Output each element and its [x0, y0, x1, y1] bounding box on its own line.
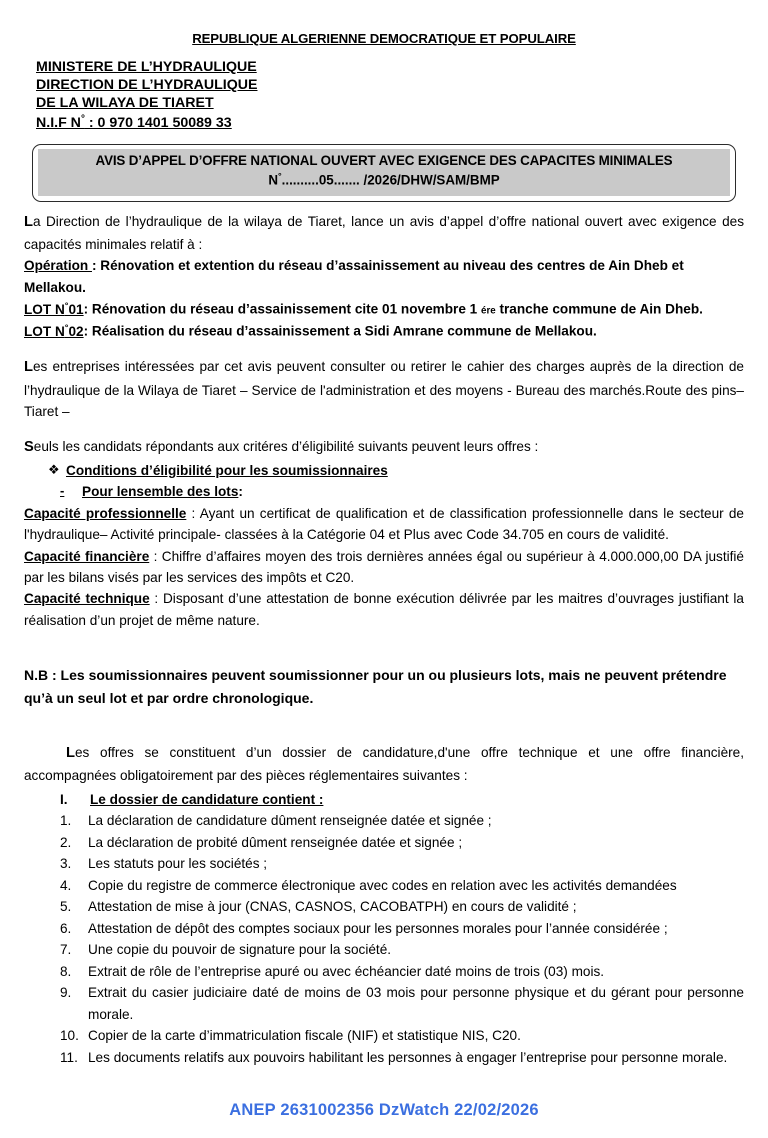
- announcement-title-band: [38, 149, 730, 196]
- all-lots-title-wrap: [82, 481, 243, 502]
- republic-heading-text: REPUBLIQUE ALGERIENNE DEMOCRATIQUE ET POPULAIRE: [192, 31, 576, 46]
- capacity-technical-text: Disposant d’une attestation de bonne exécution délivrée par les maitres d’ouvrages justifiant la réalisation d’un projet de même nature.: [24, 591, 744, 628]
- ministry-line-3: [36, 94, 744, 112]
- list-item: [60, 853, 744, 874]
- capacity-technical: [24, 588, 744, 631]
- list-item-text: Extrait du casier judiciaire daté de moins de 03 mois pour personne physique et du gérant pour personne morale.: [88, 985, 744, 1022]
- list-item-number: 5.: [60, 899, 72, 915]
- capacity-technical-separator: :: [149, 591, 163, 607]
- list-item-text: Les statuts pour les sociétés ;: [88, 856, 268, 872]
- list-item-number: 4.: [60, 877, 72, 893]
- eligibility-lead-paragraph: [24, 436, 744, 459]
- list-item: [60, 1025, 744, 1046]
- list-item: [60, 875, 744, 896]
- capacity-professional: [24, 503, 744, 546]
- list-item: [60, 939, 744, 960]
- diamond-bullet-icon: ❖: [48, 461, 60, 477]
- list-item-text: Extrait de rôle de l’entreprise apuré ou avec échéancier daté moins de trois (03) mois.: [88, 963, 605, 979]
- list-item-text: La déclaration de probité dûment renseignée datée et signée ;: [88, 834, 463, 850]
- ministry-block: [36, 58, 744, 133]
- consultation-dropcap: L: [24, 359, 33, 376]
- capacity-financial-separator: :: [149, 548, 162, 564]
- all-lots-colon: :: [238, 484, 243, 500]
- spacer-after-nb: [24, 723, 744, 742]
- list-item-number: 9.: [60, 985, 72, 1001]
- consultation-text: es entreprises intéressées par cet avis peuvent consulter ou retirer le cahier des charges auprès de la direction de l’hydraulique de la Wilaya de Tiaret – Service de l'administration et des moyens - Bureau des marchés.Route des pins–Tiaret –: [24, 359, 744, 419]
- ministry-line-1-text: MINISTERE DE L’HYDRAULIQUE: [36, 58, 257, 75]
- spacer-before-nb: [24, 631, 744, 650]
- all-lots-bullet: [60, 481, 744, 502]
- capacity-technical-label: Capacité technique: [24, 591, 150, 607]
- spacer-after-consultation: [24, 422, 744, 436]
- list-item-number: 10.: [60, 1028, 79, 1044]
- eligibility-conditions-title: Conditions d’éligibilité pour les soumissionnaires: [66, 462, 388, 478]
- lot-2-degree-symbol: °: [64, 322, 69, 333]
- eligibility-dropcap: S: [24, 439, 34, 456]
- list-item-number: 11.: [60, 1049, 78, 1065]
- offers-dropcap: L: [66, 745, 75, 762]
- nif-degree-symbol: °: [80, 112, 85, 124]
- nb-paragraph: N.B : Les soumissionnaires peuvent soumissionner pour un ou plusieurs lots, mais ne peuvent prétendre qu’à un seul lot et par ordre chronologique.: [24, 667, 727, 706]
- capacity-financial-label: Capacité financière: [24, 548, 150, 564]
- list-item-number: 3.: [60, 856, 72, 872]
- nif-line: [36, 113, 744, 132]
- lot-1-paragraph: [24, 298, 744, 320]
- dash-bullet-icon: -: [60, 483, 65, 499]
- list-item-number: 8.: [60, 963, 72, 979]
- operation-paragraph: [24, 255, 744, 298]
- announcement-title-line-2: [44, 170, 724, 190]
- nif-value: : 0 970 1401 50089 33: [84, 114, 232, 131]
- list-item-text: Les documents relatifs aux pouvoirs habilitant les personnes à engager l’entreprise pour personne morale.: [88, 1049, 728, 1065]
- list-item-number: 7.: [60, 942, 72, 958]
- spacer-after-lots: [24, 342, 744, 356]
- documents-list: [24, 810, 744, 1068]
- list-item-text: Attestation de mise à jour (CNAS, CASNOS, CACOBATPH) en cours de validité ;: [88, 899, 577, 915]
- all-lots-title: Pour lensemble des lots: [82, 484, 239, 500]
- anep-footer: ANEP 2631002356 DzWatch 22/02/2026: [229, 1101, 539, 1119]
- ministry-line-3-text: DE LA WILAYA DE TIARET: [36, 95, 214, 112]
- republic-heading: [24, 0, 744, 47]
- list-item: [60, 832, 744, 853]
- intro-text: a Direction de l’hydraulique de la wilaya de Tiaret, lance un avis d’appel d’offre national ouvert avec exigence des capacités minimales relatif à :: [24, 213, 744, 252]
- list-item-number: 2.: [60, 834, 72, 850]
- operation-label: Opération: [24, 258, 92, 274]
- list-item-text: La déclaration de candidature dûment renseignée datée et signée ;: [88, 813, 492, 829]
- capacity-professional-separator: :: [186, 505, 200, 521]
- capacity-professional-label: Capacité professionnelle: [24, 505, 187, 521]
- list-item-number: 1.: [60, 813, 72, 829]
- operation-separator: :: [91, 258, 101, 274]
- ministry-line-2-text: DIRECTION DE L’HYDRAULIQUE: [36, 76, 258, 93]
- lot-2-label: [24, 324, 84, 339]
- offers-paragraph: [24, 742, 744, 787]
- offers-text: es offres se constituent d’un dossier de candidature,d'une offre technique et une offre financière, accompagnées obligatoirement par des pièces réglementaires suivantes :: [24, 745, 744, 784]
- lot-2-number: 02: [68, 323, 84, 339]
- lot-1-label: [24, 302, 84, 317]
- ministry-line-1: [36, 58, 744, 76]
- section-roman-numeral: I.: [60, 791, 68, 807]
- announcement-number-rest: ..........05....... /2026/DHW/SAM/BMP: [281, 172, 500, 188]
- announcement-title-box: [32, 144, 736, 202]
- capacity-financial-text: Chiffre d’affaires moyen des trois dernières années égal ou supérieur à 4.000.000,00 DA justifié par les bilans visés par les services des impôts et C20.: [24, 548, 744, 586]
- lot-1-number: 01: [68, 301, 84, 317]
- capacity-financial: [24, 546, 744, 589]
- intro-paragraph: [24, 211, 744, 256]
- lot-2-paragraph: [24, 320, 744, 342]
- document-body: [24, 211, 744, 1068]
- nif-label: N.I.F N: [36, 114, 81, 131]
- list-item: [60, 1047, 744, 1068]
- operation-text: Rénovation et extention du réseau d’assainissement au niveau des centres de Ain Dheb et Mellakou.: [24, 258, 684, 295]
- announcement-number-prefix: N: [268, 172, 278, 188]
- list-item-text: Copie du registre de commerce électronique avec codes en relation avec les activités demandées: [88, 877, 677, 893]
- ministry-line-2: [36, 76, 744, 94]
- list-item: [60, 982, 744, 1025]
- list-item: [60, 961, 744, 982]
- eligibility-conditions-bullet: [48, 460, 744, 481]
- capacity-professional-text: Ayant un certificat de qualification et de classification professionnelle dans le secteur de l'hydraulique– Activité principale- classées à la Catégorie 04 et Plus avec Code 34.705 en cours de validité.: [24, 505, 744, 543]
- lot-1-degree-symbol: °: [64, 300, 69, 311]
- eligibility-lead-text: euls les candidats répondants aux critéres d’éligibilité suivants peuvent leurs offres :: [33, 439, 539, 455]
- section-roman-heading: [60, 789, 744, 810]
- lot-1-text-a: : Rénovation du réseau d’assainissement cite 01 novembre 1: [83, 301, 481, 317]
- lot-1-ordinal: ére: [481, 305, 496, 317]
- intro-dropcap: L: [24, 213, 33, 230]
- list-item-text: Attestation de dépôt des comptes sociaux pour les personnes morales pour l’année considérée ;: [88, 920, 668, 936]
- lot-2-label-text: LOT N: [24, 323, 65, 339]
- list-item-text: Copier de la carte d’immatriculation fiscale (NIF) et statistique NIS, C20.: [88, 1028, 521, 1044]
- consultation-paragraph: [24, 356, 744, 422]
- section-roman-title: Le dossier de candidature contient :: [90, 791, 324, 807]
- nif-line-text: [36, 112, 232, 131]
- announcement-degree-symbol: °: [277, 171, 282, 182]
- list-item-number: 6.: [60, 920, 72, 936]
- list-item-text: Une copie du pouvoir de signature pour la société.: [88, 942, 392, 958]
- announcement-title-line-1: AVIS D’APPEL D’OFFRE NATIONAL OUVERT AVEC EXIGENCE DES CAPACITES MINIMALES: [95, 153, 673, 169]
- list-item: [60, 896, 744, 917]
- lot-2-text-a: : Réalisation du réseau d’assainissement a Sidi Amrane commune de Mellakou.: [83, 323, 597, 339]
- lot-1-text-b: tranche commune de Ain Dheb.: [495, 301, 703, 317]
- list-item: [60, 810, 744, 831]
- list-item: [60, 918, 744, 939]
- lot-1-label-text: LOT N: [24, 301, 65, 317]
